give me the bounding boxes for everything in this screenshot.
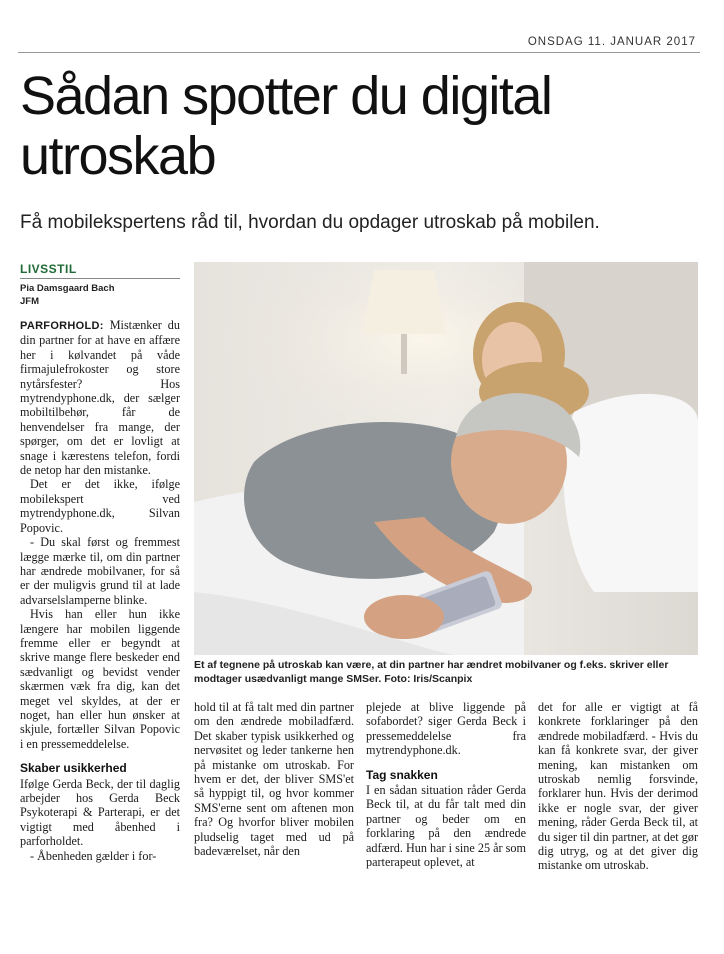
article-photo (194, 262, 698, 655)
paragraph (20, 318, 180, 477)
headline: Sådan spotter du digital utroskab (20, 66, 552, 186)
section-label: LIVSSTIL (20, 262, 77, 276)
article-column-3 (366, 700, 526, 869)
article-column-1 (20, 318, 180, 863)
lead-label: PARFORHOLD: (20, 320, 104, 332)
paragraph: det for alle er vigtigt at få konkrete forklaringer på den ændrede mobiladfærd. - Hvis du kan få konkrete svar, der giver mening, kan mistanken om utroskab nemlig forsvinde, forklarer hun. Hvis der derimod ikke er nogle svar, der giver mening, råder Gerda Beck til, at du siger til din partner, at det gør dig utryg, og at det giver dig mistanke om utroskab. (538, 700, 698, 873)
paragraph: Det er det ikke, ifølge mobilekspert ved mytrendyphone.dk, Silvan Popovic. (20, 477, 180, 535)
byline-agency: JFM (20, 296, 39, 307)
paragraph: - Du skal først og fremmest lægge mærke til, om din partner har ændrede mobilvaner, for så er der muligvis grund til at lade advarselslamperne blinke. (20, 535, 180, 607)
paragraph: Hvis han eller hun ikke længere har mobilen liggende fremme eller er begyndt at skrive mange flere beskeder end sædvanligt og bevidst vender skærmen væk fra dig, kan det meget vel skyldes, at der er noget, han eller hun ønsker at skjule, fortæller Silvan Popovic i en pressemeddelelse. (20, 607, 180, 751)
section-divider (20, 278, 180, 279)
article-column-4 (538, 700, 698, 873)
byline-author: Pia Damsgaard Bach (20, 283, 115, 294)
article-column-2 (194, 700, 354, 858)
photo-caption: Et af tegnene på utroskab kan være, at din partner har ændret mobilvaner og f.eks. skriver eller modtager usædvanligt mange SMSer. Foto: Iris/Scanpix (194, 659, 669, 685)
crosshead: Tag snakken (366, 767, 438, 782)
subheadline: Få mobilekspertens råd til, hvordan du opdager utroskab på mobilen. (20, 212, 600, 233)
header-divider (18, 52, 700, 53)
crosshead: Skaber usikkerhed (20, 761, 127, 776)
lead-text: Mistænker du din partner for at have en affære her i kølvandet på våde firmajulefrokoster og store nytårsfester? Hos mytrendyphone.dk, der sælger mobiltilbehør, får de henvendelser fra mange, der spørger, om det er lovligt at snage i kærestens telefon, fordi de netop har den mistanke. (20, 318, 180, 478)
byline (20, 282, 180, 308)
dateline: ONSDAG 11. JANUAR 2017 (527, 36, 696, 48)
paragraph: I en sådan situation råder Gerda Beck til, at du får talt med din partner og beder om en forklaring på den ændrede adfærd. Hun har i sine 25 år som parterapeut oplevet, at (366, 783, 526, 870)
paragraph: plejede at blive liggende på sofabordet? siger Gerda Beck i pressemeddelelse fra mytrendyphone.dk. (366, 700, 526, 758)
paragraph: hold til at få talt med din partner om den ændrede mobiladfærd. Det skaber typisk usikkerhed og nervøsitet og leder tankerne hen på mistanke om utroskab. For hvem er det, der bliver SMS'et så hyppigt til, og hvor kommer SMS'erne sent om aftenen mon fra? Og hvorfor bliver mobilen pludselig taget med ud på badeværelset, når den (194, 700, 354, 859)
paragraph: - Åbenheden gælder i for- (30, 848, 157, 863)
bedroom-couple-photo (194, 262, 698, 655)
paragraph: Ifølge Gerda Beck, der til daglig arbejder hos Gerda Beck Psykoterapi & Parterapi, er det vigtigt med åbenhed i parforholdet. (20, 776, 180, 849)
